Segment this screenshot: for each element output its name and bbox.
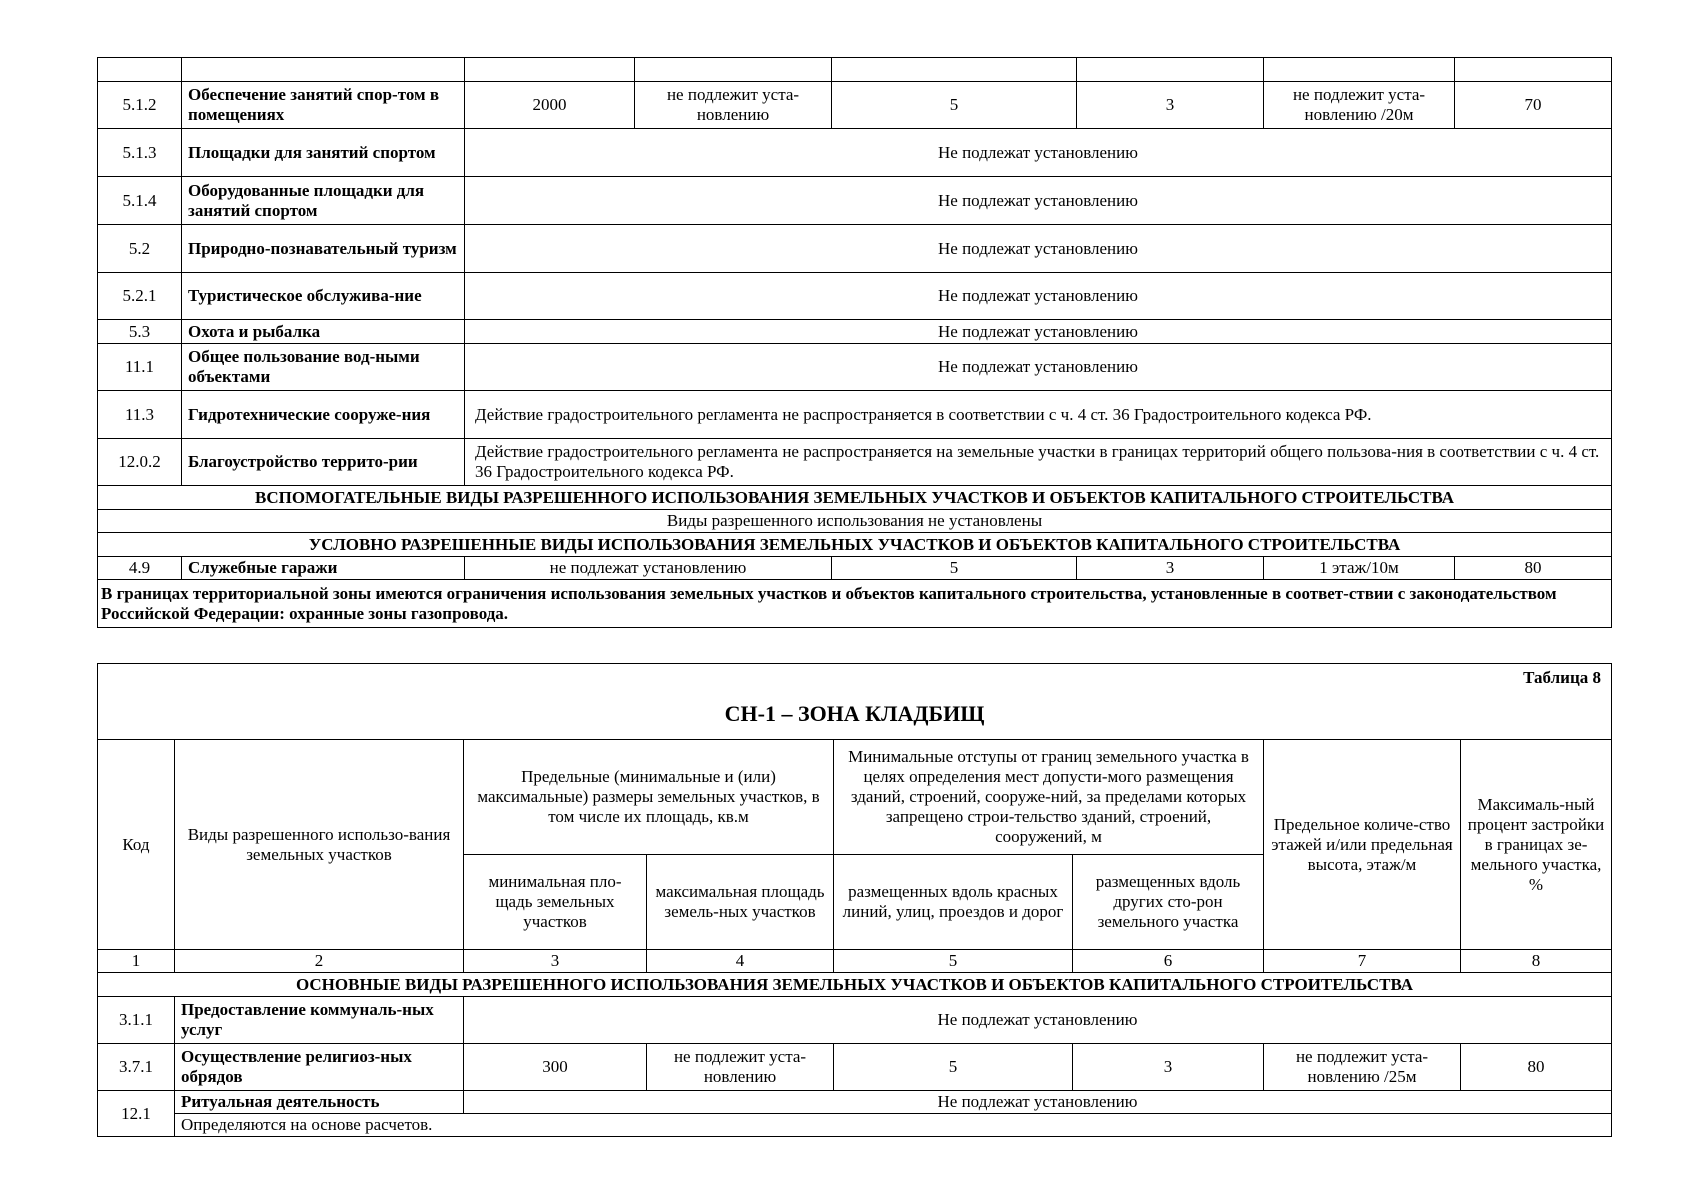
section-header-row bbox=[98, 486, 1612, 510]
row-code: 4.9 bbox=[98, 557, 182, 580]
row-name: Гидротехнические сооруже-ния bbox=[182, 391, 465, 439]
table-row bbox=[98, 225, 1612, 273]
row-code: 3.7.1 bbox=[98, 1044, 175, 1091]
row-name: Обеспечение занятий спор-том в помещениях bbox=[182, 82, 465, 129]
table-row bbox=[98, 82, 1612, 129]
row-name: Предоставление коммуналь-ных услуг bbox=[175, 997, 464, 1044]
row-note: Не подлежат установлению bbox=[465, 273, 1612, 320]
row-name: Общее пользование вод-ными объектами bbox=[182, 344, 465, 391]
table-row bbox=[98, 997, 1612, 1044]
row-name: Площадки для занятий спортом bbox=[182, 129, 465, 177]
row-note: Не подлежат установлению bbox=[464, 1091, 1612, 1114]
percent-value: 80 bbox=[1461, 1044, 1612, 1091]
header-sizes: Предельные (минимальные и (или) максимальные) размеры земельных участков, в том числе их площадь, кв.м bbox=[464, 740, 834, 855]
header-min-area: минимальная пло-щадь земельных участков bbox=[464, 855, 647, 950]
conditional-uses-header: УСЛОВНО РАЗРЕШЕННЫЕ ВИДЫ ИСПОЛЬЗОВАНИЯ ЗЕМЕЛЬНЫХ УЧАСТКОВ И ОБЪЕКТОВ КАПИТАЛЬНОГО СТРОИТЕЛЬСТВА bbox=[98, 533, 1612, 557]
header-kind: Виды разрешенного использо-вания земельных участков bbox=[175, 740, 464, 950]
table-row bbox=[98, 1114, 1612, 1137]
zone-sn1-table bbox=[97, 663, 1612, 1137]
section-header-row bbox=[98, 533, 1612, 557]
restrictions-note: В границах территориальной зоны имеются ограничения использования земельных участков и объектов капитального строительства, установленные в соответ-ствии с законодательством Российской Федерации: охранные зоны газопровода. bbox=[98, 580, 1612, 628]
table-row bbox=[98, 391, 1612, 439]
row-note: Не подлежат установлению bbox=[465, 225, 1612, 273]
column-numbers-row bbox=[98, 950, 1612, 973]
min-area-value: 300 bbox=[464, 1044, 647, 1091]
header-percent: Максималь-ный процент застройки в границах зе-мельного участка, % bbox=[1461, 740, 1612, 950]
row-code: 11.3 bbox=[98, 391, 182, 439]
row-code: 12.1 bbox=[98, 1091, 175, 1137]
row-name: Оборудованные площадки для занятий спортом bbox=[182, 177, 465, 225]
table-row bbox=[98, 320, 1612, 344]
column-number: 7 bbox=[1264, 950, 1461, 973]
row-name: Служебные гаражи bbox=[182, 557, 465, 580]
column-number: 1 bbox=[98, 950, 175, 973]
table-title: СН-1 – ЗОНА КЛАДБИЩ bbox=[724, 700, 985, 726]
row-note: Не подлежат установлению bbox=[464, 997, 1612, 1044]
row-note: Не подлежат установлению bbox=[465, 344, 1612, 391]
table-title-cell bbox=[98, 664, 1612, 740]
table-row bbox=[98, 510, 1612, 533]
percent-value: 80 bbox=[1455, 557, 1612, 580]
min-area-value: 2000 bbox=[465, 82, 635, 129]
row-code: 5.1.4 bbox=[98, 177, 182, 225]
row-note: Действие градостроительного регламента не распространяется в соответствии с ч. 4 ст. 36 Градостроительного кодекса РФ. bbox=[465, 391, 1612, 439]
table-row bbox=[98, 439, 1612, 486]
floors-value: 1 этаж/10м bbox=[1264, 557, 1455, 580]
header-along-other: размещенных вдоль других сто-рон земельного участка bbox=[1073, 855, 1264, 950]
table-number: Таблица 8 bbox=[1523, 668, 1601, 687]
row-name: Благоустройство террито-рии bbox=[182, 439, 465, 486]
floors-value: не подлежит уста-новлению /20м bbox=[1264, 82, 1455, 129]
row-name: Туристическое обслужива-ние bbox=[182, 273, 465, 320]
column-number: 6 bbox=[1073, 950, 1264, 973]
row-code: 3.1.1 bbox=[98, 997, 175, 1044]
table-row bbox=[98, 1044, 1612, 1091]
empty-top-row bbox=[98, 58, 1612, 82]
aux-uses-note: Виды разрешенного использования не установлены bbox=[98, 510, 1612, 533]
percent-value: 70 bbox=[1455, 82, 1612, 129]
header-code: Код bbox=[98, 740, 175, 950]
setback-other-value: 3 bbox=[1077, 82, 1264, 129]
aux-uses-header: ВСПОМОГАТЕЛЬНЫЕ ВИДЫ РАЗРЕШЕННОГО ИСПОЛЬЗОВАНИЯ ЗЕМЕЛЬНЫХ УЧАСТКОВ И ОБЪЕКТОВ КАПИТАЛЬНОГО СТРОИТЕЛЬСТВА bbox=[98, 486, 1612, 510]
row-name: Природно-познавательный туризм bbox=[182, 225, 465, 273]
row-note: Не подлежат установлению bbox=[465, 177, 1612, 225]
row-code: 5.3 bbox=[98, 320, 182, 344]
row-code: 5.1.3 bbox=[98, 129, 182, 177]
table-row bbox=[98, 177, 1612, 225]
row-name: Осуществление религиоз-ных обрядов bbox=[175, 1044, 464, 1091]
column-number: 8 bbox=[1461, 950, 1612, 973]
section-header-row bbox=[98, 973, 1612, 997]
max-area-value: не подлежит уста-новлению bbox=[647, 1044, 834, 1091]
header-setbacks: Минимальные отступы от границ земельного участка в целях определения мест допусти-мого размещения зданий, строений, сооруже-ний, за пределами которых запрещено строи-тельство зданий, строений, сооружений, м bbox=[834, 740, 1264, 855]
main-uses-header: ОСНОВНЫЕ ВИДЫ РАЗРЕШЕННОГО ИСПОЛЬЗОВАНИЯ ЗЕМЕЛЬНЫХ УЧАСТКОВ И ОБЪЕКТОВ КАПИТАЛЬНОГО СТРОИТЕЛЬСТВА bbox=[98, 973, 1612, 997]
row-code: 12.0.2 bbox=[98, 439, 182, 486]
row-code: 5.1.2 bbox=[98, 82, 182, 129]
header-along-red-lines: размещенных вдоль красных линий, улиц, проездов и дорог bbox=[834, 855, 1073, 950]
row-code: 11.1 bbox=[98, 344, 182, 391]
area-value: не подлежат установлению bbox=[465, 557, 832, 580]
header-floors: Предельное количе-ство этажей и/или предельная высота, этаж/м bbox=[1264, 740, 1461, 950]
setback-red-lines-value: 5 bbox=[832, 82, 1077, 129]
table-footer-row bbox=[98, 580, 1612, 628]
floors-value: не подлежит уста-новлению /25м bbox=[1264, 1044, 1461, 1091]
table-row bbox=[98, 1091, 1612, 1114]
row-name: Охота и рыбалка bbox=[182, 320, 465, 344]
table-row bbox=[98, 273, 1612, 320]
setback-red-lines-value: 5 bbox=[834, 1044, 1073, 1091]
setback-red-lines-value: 5 bbox=[832, 557, 1077, 580]
zone-regulation-table-continued bbox=[97, 57, 1612, 628]
header-row bbox=[98, 740, 1612, 855]
row-note: Действие градостроительного регламента не распространяется на земельные участки в границах территорий общего пользова-ния в соответствии с ч. 4 ст. 36 Градостроительного кодекса РФ. bbox=[465, 439, 1612, 486]
row-name: Ритуальная деятельность bbox=[175, 1091, 464, 1114]
table-row bbox=[98, 129, 1612, 177]
row-code: 5.2.1 bbox=[98, 273, 182, 320]
setback-other-value: 3 bbox=[1073, 1044, 1264, 1091]
row-code: 5.2 bbox=[98, 225, 182, 273]
column-number: 2 bbox=[175, 950, 464, 973]
header-max-area: максимальная площадь земель-ных участков bbox=[647, 855, 834, 950]
table-row bbox=[98, 557, 1612, 580]
column-number: 5 bbox=[834, 950, 1073, 973]
column-number: 4 bbox=[647, 950, 834, 973]
setback-other-value: 3 bbox=[1077, 557, 1264, 580]
column-number: 3 bbox=[464, 950, 647, 973]
table-title-row bbox=[98, 664, 1612, 740]
row-note: Не подлежат установлению bbox=[465, 320, 1612, 344]
row-extra-note: Определяются на основе расчетов. bbox=[175, 1114, 1612, 1137]
max-area-value: не подлежит уста-новлению bbox=[635, 82, 832, 129]
table-row bbox=[98, 344, 1612, 391]
row-note: Не подлежат установлению bbox=[465, 129, 1612, 177]
